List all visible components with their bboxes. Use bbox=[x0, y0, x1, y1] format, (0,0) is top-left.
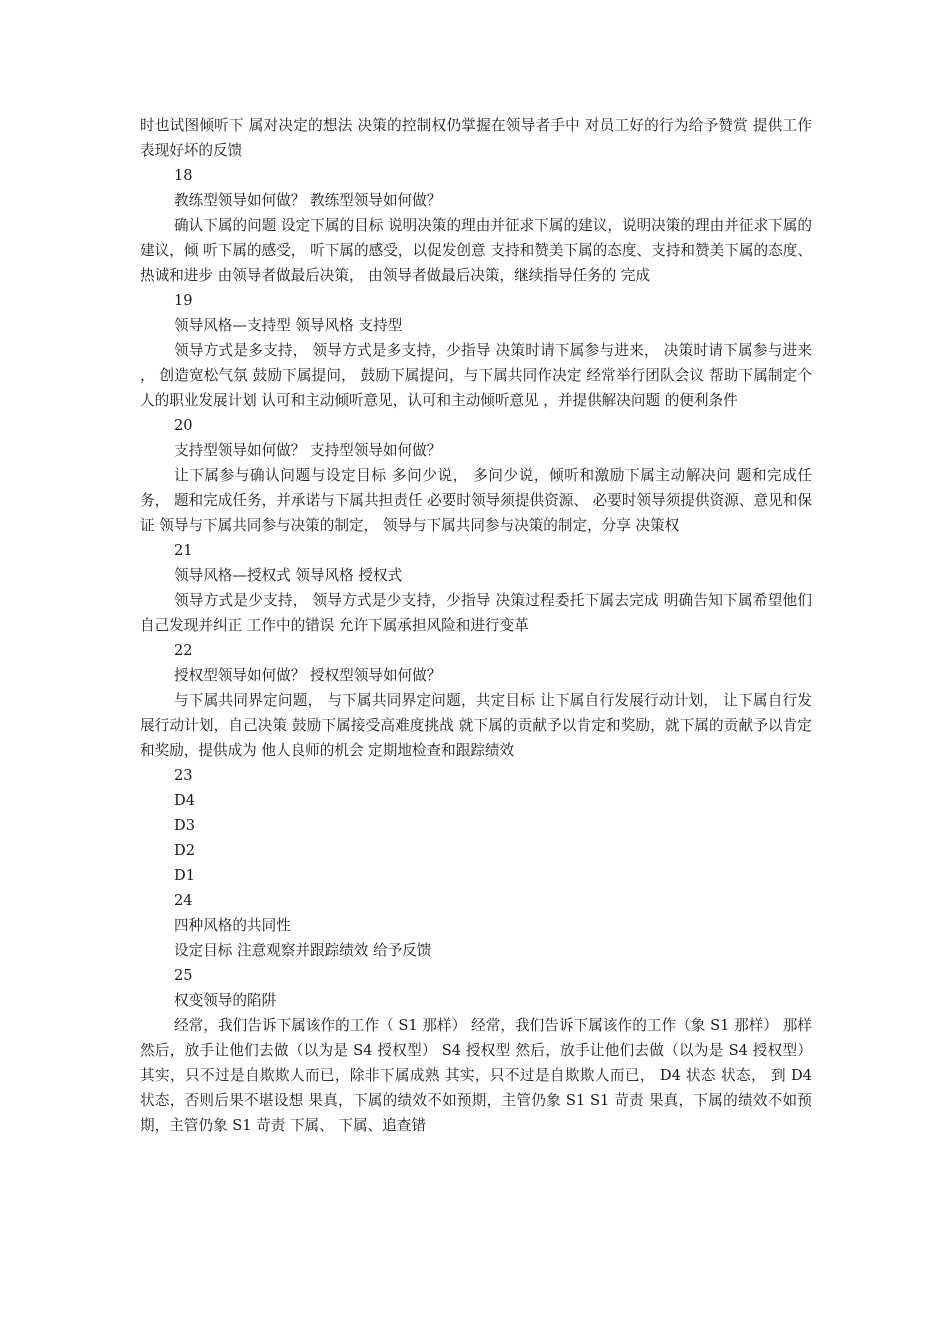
slide-number: D1 bbox=[174, 867, 195, 884]
document-page bbox=[140, 113, 812, 1138]
slide-number: 21 bbox=[174, 542, 193, 559]
slide-number: 19 bbox=[174, 292, 193, 309]
slide-number: 24 bbox=[174, 892, 193, 909]
slide-number: D3 bbox=[174, 817, 195, 834]
slide-number: D4 bbox=[174, 792, 195, 809]
slide-number: D2 bbox=[174, 842, 195, 859]
body-paragraph: 领导方式是少支持， 领导方式是少支持，少指导 决策过程委托下属去完成 明确告知下属希望他们自己发现并纠正 工作中的错误 允许下属承担风险和进行变革 bbox=[140, 592, 812, 634]
section-heading: 设定目标 注意观察并跟踪绩效 给予反馈 bbox=[174, 942, 432, 959]
section-heading: 四种风格的共同性 bbox=[174, 917, 291, 934]
section-heading: 领导风格—授权式 领导风格 授权式 bbox=[174, 567, 403, 584]
body-paragraph: 时也试图倾听下 属对决定的想法 决策的控制权仍掌握在领导者手中 对员工好的行为给予赞赏 提供工作表现好坏的反馈 bbox=[140, 117, 812, 159]
section-heading: 授权型领导如何做？ 授权型领导如何做？ bbox=[174, 667, 442, 684]
body-paragraph: 让下属参与确认问题与设定目标 多问少说， 多问少说，倾听和激励下属主动解决问 题和完成任务， 题和完成任务，并承诺与下属共担责任 必要时领导须提供资源、 必要时领导须提供资源、意见和保证 领导与下属共同参与决策的制定， 领导与下属共同参与决策的制定，分享 决策权 bbox=[140, 467, 812, 534]
body-paragraph: 领导方式是多支持， 领导方式是多支持，少指导 决策时请下属参与进来， 决策时请下属参与进来 ， 创造宽松气氛 鼓励下属提问， 鼓励下属提问，与下属共同作决定 经常举行团队会议 帮助下属制定个人的职业发展计划 认可和主动倾听意见，认可和主动倾听意见 ，并提供解决问题 的便利条件 bbox=[140, 342, 812, 409]
section-heading: 领导风格—支持型 领导风格 支持型 bbox=[174, 317, 403, 334]
body-paragraph: 确认下属的问题 设定下属的目标 说明决策的理由并征求下属的建议，说明决策的理由并征求下属的建议，倾 听下属的感受， 听下属的感受，以促发创意 支持和赞美下属的态度、支持和赞美下属的态度、热诚和进步 由领导者做最后决策， 由领导者做最后决策，继续指导任务的 完成 bbox=[140, 217, 812, 284]
slide-number: 18 bbox=[174, 167, 193, 184]
section-heading: 教练型领导如何做？ 教练型领导如何做？ bbox=[174, 192, 442, 209]
slide-number: 23 bbox=[174, 767, 193, 784]
body-paragraph: 经常，我们告诉下属该作的工作（ S1 那样） 经常，我们告诉下属该作的工作（象 S1 那样） 那样 然后，放手让他们去做（以为是 S4 授权型） S4 授权型 然后，放手让他们去做（以为是 S4 授权型） 其实，只不过是自欺欺人而已，除非下属成熟 其实，只不过是自欺欺人而已， D4 状态 状态， 到 D4 状态，否则后果不堪设想 果真，下属的绩效不如预期，主管仍象 S1 S1 苛责 果真，下属的绩效不如预期，主管仍象 S1 苛责 下属、 下属、追查错 bbox=[140, 1017, 812, 1134]
slide-number: 20 bbox=[174, 417, 193, 434]
slide-number: 25 bbox=[174, 967, 193, 984]
body-paragraph: 与下属共同界定问题， 与下属共同界定问题，共定目标 让下属自行发展行动计划， 让下属自行发展行动计划，自己决策 鼓励下属接受高难度挑战 就下属的贡献予以肯定和奖励，就下属的贡献予以肯定和奖励，提供成为 他人良师的机会 定期地检查和跟踪绩效 bbox=[140, 692, 812, 759]
slide-number: 22 bbox=[174, 642, 193, 659]
section-heading: 支持型领导如何做？ 支持型领导如何做？ bbox=[174, 442, 442, 459]
section-heading: 权变领导的陷阱 bbox=[174, 992, 277, 1009]
